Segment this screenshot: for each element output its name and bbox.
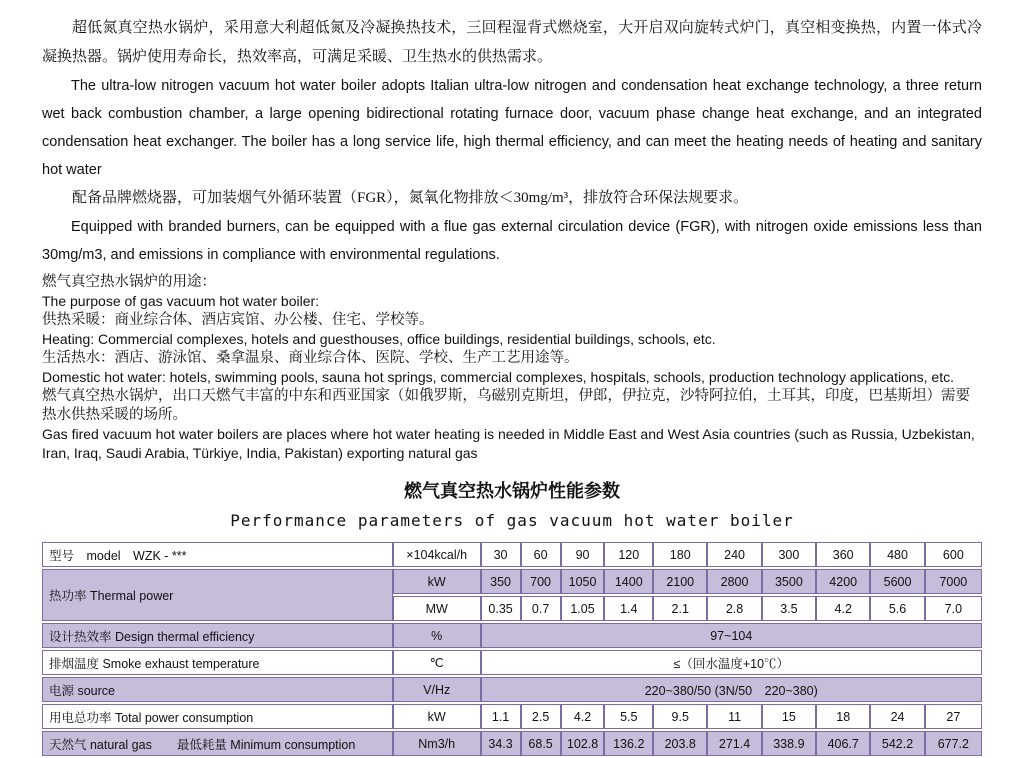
table-row-total-power [42, 704, 982, 729]
natural-gas-value-cell: 34.3 [481, 731, 521, 756]
model-value-cell: 90 [561, 542, 605, 567]
thermal-mw-value-cell: 5.6 [870, 596, 924, 621]
paragraph-en-burner: Equipped with branded burners, can be equipped with a flue gas external circulation device (FGR), with nitrogen oxide emissions less than 30mg/m3, and emissions in compliance with environmental regulations. [42, 219, 982, 263]
thermal-kw-value-cell: 7000 [925, 569, 982, 594]
thermal-mw-value-cell: 2.1 [653, 596, 707, 621]
thermal-kw-value-cell: 2800 [707, 569, 761, 594]
thermal-mw-value-cell: 7.0 [925, 596, 982, 621]
thermal-kw-value-cell: 1050 [561, 569, 605, 594]
total-power-label-cell: 用电总功率 Total power consumption [42, 704, 393, 729]
thermal-kw-unit-cell: kW [393, 569, 481, 594]
table-row-efficiency [42, 623, 982, 648]
natural-gas-value-cell: 542.2 [870, 731, 924, 756]
model-label-cell: 型号 model WZK - *** [42, 542, 393, 567]
total-power-value-cell: 9.5 [653, 704, 707, 729]
total-power-value-cell: 18 [816, 704, 870, 729]
table-row-thermal-kw [42, 569, 982, 594]
usage-line-export-zh: 燃气真空热水锅炉，出口天燃气丰富的中东和西亚国家（如俄罗斯，乌磁别克斯坦，伊郎，伊拉克，沙特阿拉伯，土耳其，印度，巴基斯坦）需要热水供热采暖的场所。 [42, 388, 970, 423]
model-value-cell: 360 [816, 542, 870, 567]
thermal-mw-value-cell: 4.2 [816, 596, 870, 621]
thermal-mw-value-cell: 1.4 [604, 596, 653, 621]
model-value-cell: 60 [521, 542, 561, 567]
power-source-unit-cell: V/Hz [393, 677, 481, 702]
thermal-mw-value-cell: 3.5 [762, 596, 816, 621]
table-title-zh: 燃气真空热水锅炉性能参数 [404, 481, 620, 501]
model-value-cell: 480 [870, 542, 924, 567]
thermal-kw-value-cell: 3500 [762, 569, 816, 594]
model-value-cell: 120 [604, 542, 653, 567]
efficiency-unit-cell: % [393, 623, 481, 648]
usage-section [42, 273, 982, 463]
total-power-value-cell: 1.1 [481, 704, 521, 729]
efficiency-value-cell: 97~104 [481, 623, 982, 648]
table-row-natural-gas [42, 731, 982, 756]
table-row-smoke [42, 650, 982, 675]
paragraph-en-overview: The ultra-low nitrogen vacuum hot water boiler adopts Italian ultra-low nitrogen and condensation heat exchange technology, a three return wet back combustion chamber, a large opening bidirectional rotating furnace door, vacuum phase change heat exchange, and an integrated condensation heat exchanger. The boiler has a long service life, high thermal efficiency, and can meet the heating needs of heating and sanitary hot water [42, 78, 982, 178]
total-power-value-cell: 24 [870, 704, 924, 729]
power-source-value-cell: 220~380/50 (3N/50 220~380) [481, 677, 982, 702]
total-power-value-cell: 4.2 [561, 704, 605, 729]
thermal-kw-value-cell: 4200 [816, 569, 870, 594]
table-row-power-source [42, 677, 982, 702]
model-unit-cell: ×104kcal/h [393, 542, 481, 567]
thermal-kw-value-cell: 5600 [870, 569, 924, 594]
total-power-value-cell: 5.5 [604, 704, 653, 729]
usage-line-purpose-en: The purpose of gas vacuum hot water boiler: [42, 293, 320, 309]
smoke-value-cell: ≤（回水温度+10℃） [481, 650, 982, 675]
table-title-en: Performance parameters of gas vacuum hot water boiler [230, 511, 794, 530]
smoke-unit-cell: ℃ [393, 650, 481, 675]
thermal-mw-value-cell: 2.8 [707, 596, 761, 621]
model-value-cell: 600 [925, 542, 982, 567]
natural-gas-value-cell: 338.9 [762, 731, 816, 756]
model-value-cell: 240 [707, 542, 761, 567]
natural-gas-value-cell: 136.2 [604, 731, 653, 756]
thermal-mw-value-cell: 1.05 [561, 596, 605, 621]
paragraph-zh-burner: 配备品牌燃烧器，可加装烟气外循环装置（FGR），氮氧化物排放＜30mg/m³，排放符合环保法规要求。 [72, 190, 749, 206]
total-power-unit-cell: kW [393, 704, 481, 729]
power-source-label-cell: 电源 source [42, 677, 393, 702]
natural-gas-value-cell: 677.2 [925, 731, 982, 756]
paragraph-zh-overview: 超低氮真空热水锅炉，采用意大利超低氮及冷凝换热技术，三回程湿背式燃烧室，大开启双向旋转式炉门，真空相变换热，内置一体式冷凝换热器。锅炉使用寿命长，热效率高，可满足采暖、卫生热水的供热需求。 [42, 20, 982, 65]
thermal-kw-value-cell: 350 [481, 569, 521, 594]
model-value-cell: 300 [762, 542, 816, 567]
total-power-value-cell: 15 [762, 704, 816, 729]
model-value-cell: 30 [481, 542, 521, 567]
total-power-value-cell: 11 [707, 704, 761, 729]
efficiency-label-cell: 设计热效率 Design thermal efficiency [42, 623, 393, 648]
thermal-kw-value-cell: 700 [521, 569, 561, 594]
thermal-kw-value-cell: 1400 [604, 569, 653, 594]
thermal-power-label-cell: 热功率 Thermal power [42, 569, 393, 621]
natural-gas-value-cell: 102.8 [561, 731, 605, 756]
usage-line-hotwater-en: Domestic hot water: hotels, swimming pools, sauna hot springs, commercial complexes, hospitals, schools, production technology applications, etc. [42, 369, 954, 385]
thermal-mw-value-cell: 0.7 [521, 596, 561, 621]
thermal-mw-value-cell: 0.35 [481, 596, 521, 621]
natural-gas-value-cell: 203.8 [653, 731, 707, 756]
natural-gas-value-cell: 406.7 [816, 731, 870, 756]
natural-gas-label-cell: 天然气 natural gas 最低耗量 Minimum consumption [42, 731, 393, 756]
thermal-kw-value-cell: 2100 [653, 569, 707, 594]
usage-line-export-en: Gas fired vacuum hot water boilers are places where hot water heating is needed in Middle East and West Asia countries (such as Russia, Uzbekistan, Iran, Iraq, Saudi Arabia, Türkiye, India, Pakistan) exporting natural gas [42, 426, 975, 461]
thermal-mw-unit-cell: MW [393, 596, 481, 621]
total-power-value-cell: 27 [925, 704, 982, 729]
smoke-label-cell: 排烟温度 Smoke exhaust temperature [42, 650, 393, 675]
usage-line-hotwater-zh: 生活热水：酒店、游泳馆、桑拿温泉、商业综合体、医院、学校、生产工艺用途等。 [42, 350, 579, 366]
natural-gas-value-cell: 68.5 [521, 731, 561, 756]
usage-line-purpose-zh: 燃气真空热水锅炉的用途： [42, 274, 216, 290]
natural-gas-unit-cell: Nm3/h [393, 731, 481, 756]
spec-table [42, 540, 982, 758]
natural-gas-value-cell: 271.4 [707, 731, 761, 756]
total-power-value-cell: 2.5 [521, 704, 561, 729]
usage-line-heating-zh: 供热采暖：商业综合体、酒店宾馆、办公楼、住宅、学校等。 [42, 312, 434, 328]
usage-line-heating-en: Heating: Commercial complexes, hotels and guesthouses, office buildings, residential buildings, schools, etc. [42, 331, 716, 347]
model-value-cell: 180 [653, 542, 707, 567]
table-row-model [42, 542, 982, 567]
